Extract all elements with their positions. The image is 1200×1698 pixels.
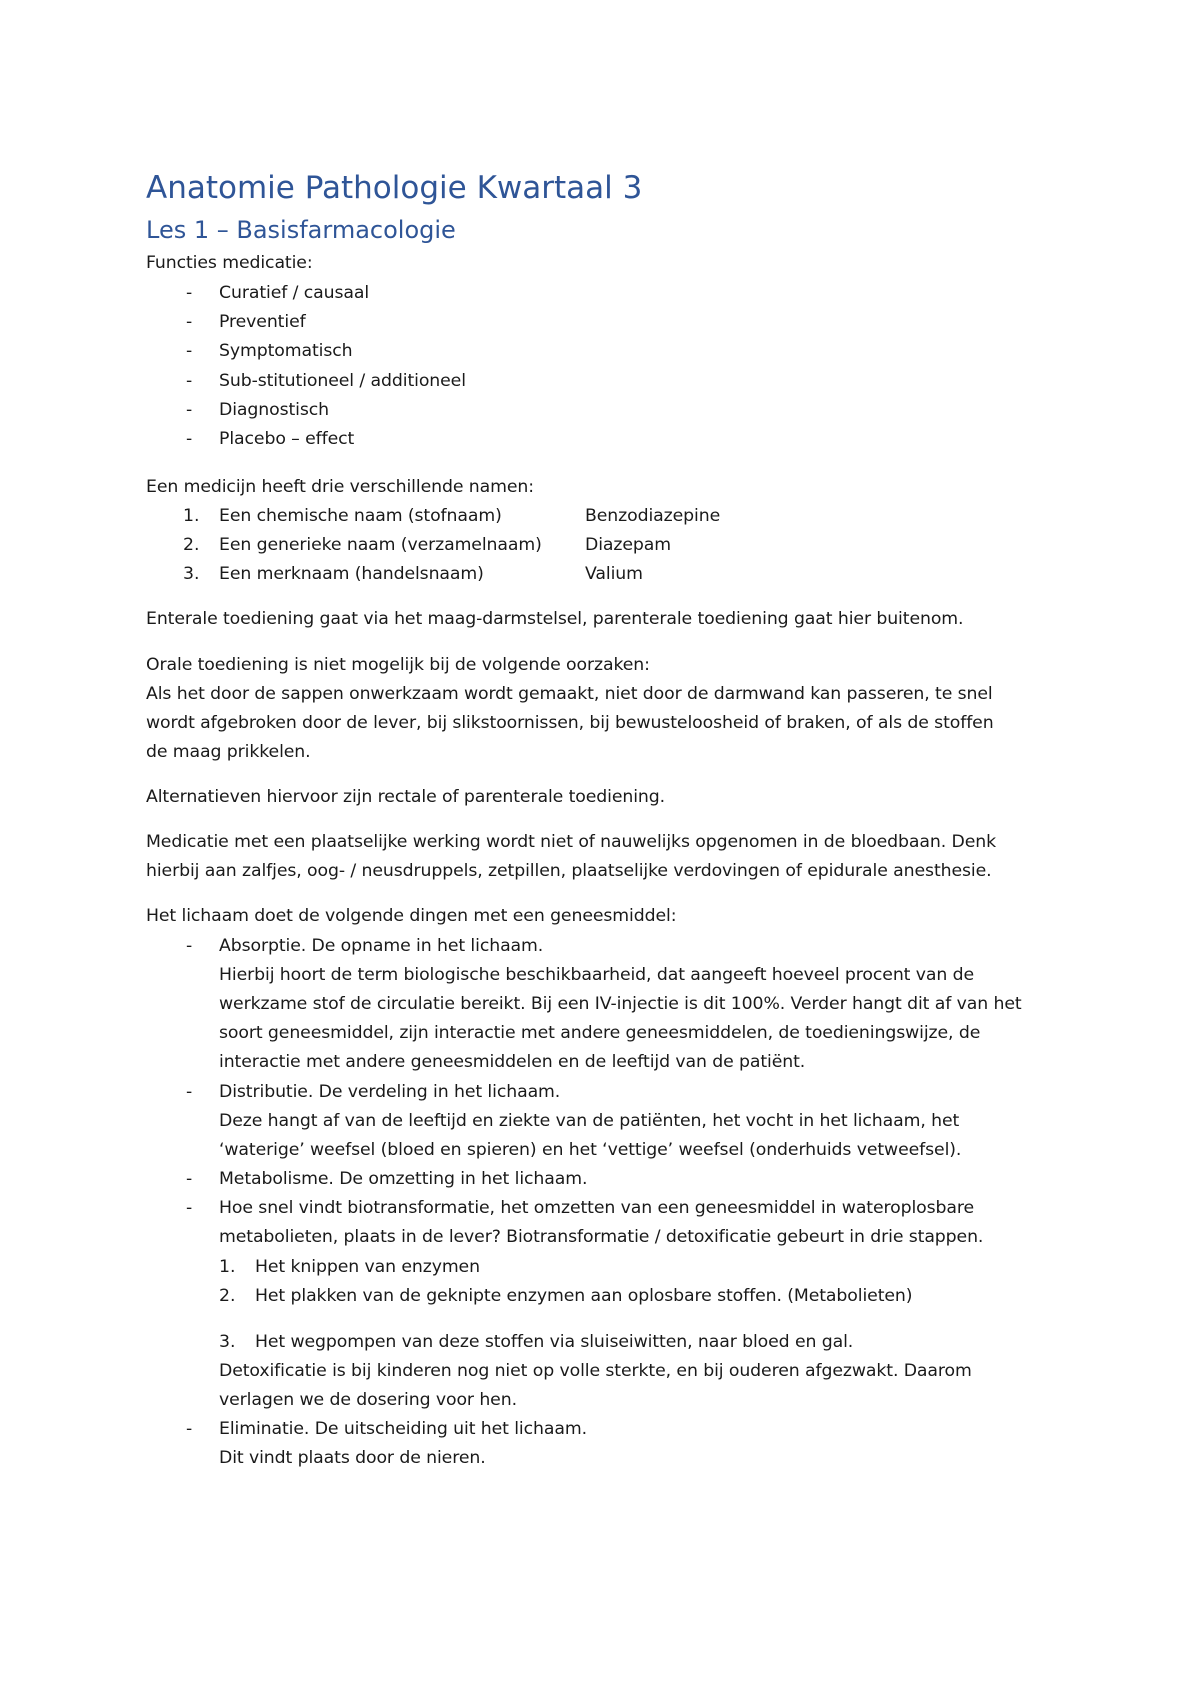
bullet-marker: - [186, 400, 193, 420]
naam-value: Benzodiazepine [585, 506, 721, 526]
item-line: verlagen we de dosering voor hen. [219, 1390, 517, 1410]
naam-label: Een generieke naam (verzamelnaam) [219, 535, 542, 555]
paragraph-line: hierbij aan zalfjes, oog- / neusdruppels, zetpillen, plaatselijke verdovingen of epidurale anesthesie. [146, 861, 992, 881]
item-line: soort geneesmiddel, zijn interactie met andere geneesmiddelen, de toedieningswijze, de [219, 1023, 981, 1043]
bullet-marker: - [186, 1169, 193, 1189]
item-line: metabolieten, plaats in de lever? Biotransformatie / detoxificatie gebeurt in drie stappen. [219, 1227, 984, 1247]
item-line: Distributie. De verdeling in het lichaam. [219, 1082, 561, 1102]
stap-text: Het wegpompen van deze stoffen via sluiseiwitten, naar bloed en gal. [255, 1332, 854, 1352]
item-line: Eliminatie. De uitscheiding uit het lichaam. [219, 1419, 587, 1439]
bullet-marker: - [186, 1419, 193, 1439]
item-line: Deze hangt af van de leeftijd en ziekte van de patiënten, het vocht in het lichaam, het [219, 1111, 960, 1131]
list-item: Sub-stitutioneel / additioneel [219, 371, 466, 391]
functies-label: Functies medicatie: [146, 253, 313, 273]
naam-value: Valium [585, 564, 643, 584]
stap-text: Het plakken van de geknipte enzymen aan oplosbare stoffen. (Metabolieten) [255, 1286, 913, 1306]
bullet-marker: - [186, 936, 193, 956]
item-line: werkzame stof de circulatie bereikt. Bij een IV-injectie is dit 100%. Verder hangt dit af van het [219, 994, 1022, 1014]
list-number: 2. [183, 535, 200, 555]
bullet-marker: - [186, 283, 193, 303]
naam-value: Diazepam [585, 535, 671, 555]
stap-text: Het knippen van enzymen [255, 1257, 480, 1277]
list-number: 3. [183, 564, 200, 584]
paragraph-line: de maag prikkelen. [146, 742, 311, 762]
item-line: ‘waterige’ weefsel (bloed en spieren) en het ‘vettige’ weefsel (onderhuids vetweefsel). [219, 1140, 962, 1160]
list-item: Symptomatisch [219, 341, 353, 361]
paragraph-line: Als het door de sappen onwerkzaam wordt gemaakt, niet door de darmwand kan passeren, te snel [146, 684, 993, 704]
bullet-marker: - [186, 371, 193, 391]
item-line: Dit vindt plaats door de nieren. [219, 1448, 486, 1468]
item-line: Hoe snel vindt biotransformatie, het omzetten van een geneesmiddel in wateroplosbare [219, 1198, 975, 1218]
bullet-marker: - [186, 1082, 193, 1102]
paragraph-alternatieven: Alternatieven hiervoor zijn rectale of parenterale toediening. [146, 787, 666, 807]
bullet-marker: - [186, 312, 193, 332]
naam-label: Een merknaam (handelsnaam) [219, 564, 484, 584]
naam-label: Een chemische naam (stofnaam) [219, 506, 502, 526]
list-item: Diagnostisch [219, 400, 330, 420]
item-line: interactie met andere geneesmiddelen en de leeftijd van de patiënt. [219, 1052, 806, 1072]
paragraph-line: wordt afgebroken door de lever, bij slikstoornissen, bij bewusteloosheid of braken, of als de stoffen [146, 713, 994, 733]
list-number: 1. [183, 506, 200, 526]
section-heading: Les 1 – Basisfarmacologie [146, 216, 456, 244]
lichaam-intro: Het lichaam doet de volgende dingen met een geneesmiddel: [146, 906, 677, 926]
paragraph-line: Medicatie met een plaatselijke werking wordt niet of nauwelijks opgenomen in de bloedbaan. Denk [146, 832, 997, 852]
bullet-marker: - [186, 429, 193, 449]
bullet-marker: - [186, 341, 193, 361]
document-title: Anatomie Pathologie Kwartaal 3 [146, 170, 643, 206]
item-line: Metabolisme. De omzetting in het lichaam. [219, 1169, 588, 1189]
item-line: Hierbij hoort de term biologische beschikbaarheid, dat aangeeft hoeveel procent van de [219, 965, 975, 985]
list-item: Placebo – effect [219, 429, 355, 449]
list-number: 3. [219, 1332, 236, 1352]
list-item: Preventief [219, 312, 306, 332]
namen-intro: Een medicijn heeft drie verschillende namen: [146, 477, 534, 497]
list-item: Curatief / causaal [219, 283, 370, 303]
list-number: 2. [219, 1286, 236, 1306]
item-line: Detoxificatie is bij kinderen nog niet op volle sterkte, en bij ouderen afgezwakt. Daarom [219, 1361, 972, 1381]
paragraph-enterale: Enterale toediening gaat via het maag-darmstelsel, parenterale toediening gaat hier buitenom. [146, 609, 964, 629]
item-line: Absorptie. De opname in het lichaam. [219, 936, 544, 956]
paragraph-line: Orale toediening is niet mogelijk bij de volgende oorzaken: [146, 655, 650, 675]
list-number: 1. [219, 1257, 236, 1277]
bullet-marker: - [186, 1198, 193, 1218]
